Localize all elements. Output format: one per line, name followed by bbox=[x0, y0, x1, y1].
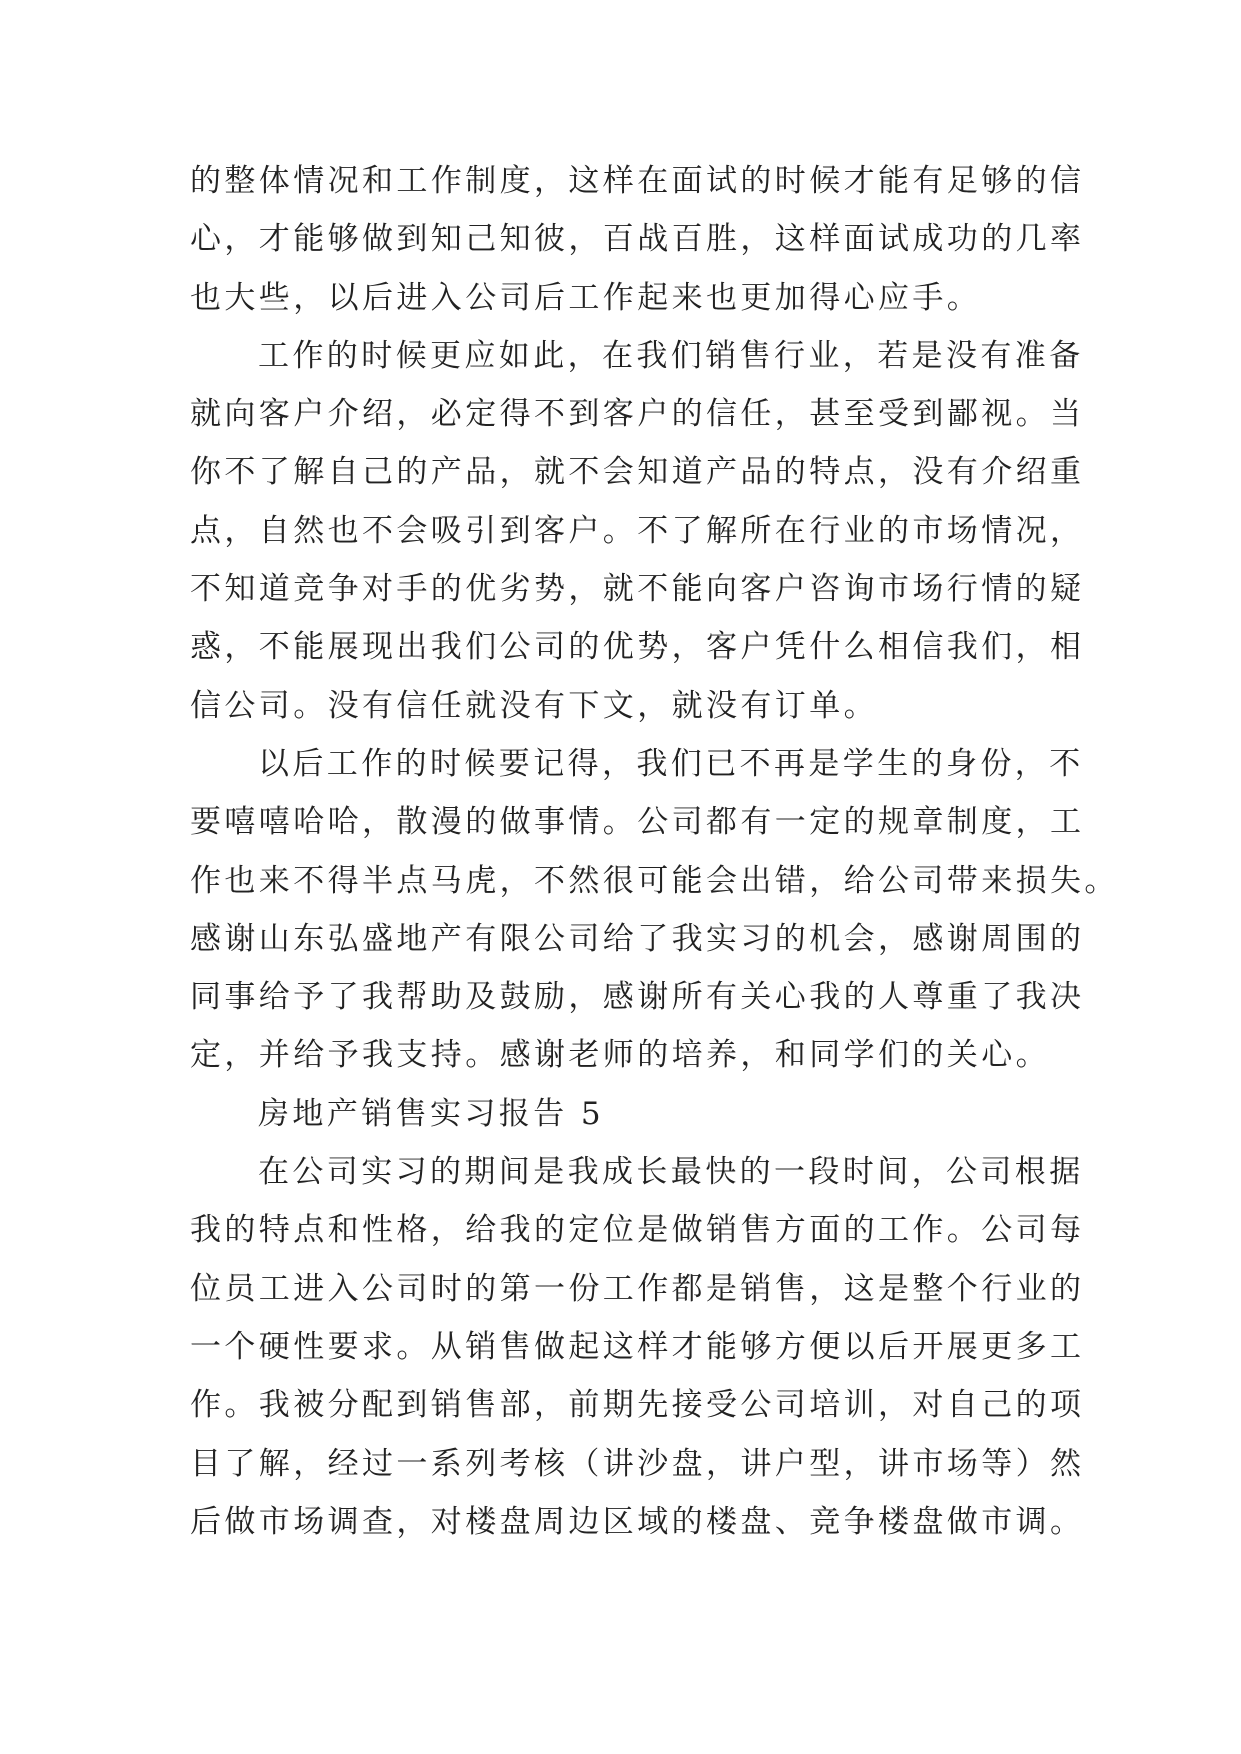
text-line: 定，并给予我支持。感谢老师的培养，和同学们的关心。 bbox=[190, 1037, 1050, 1074]
text-line: 后做市场调查，对楼盘周边区域的楼盘、竞争楼盘做市调。 bbox=[190, 1503, 1085, 1540]
text-line: 点，自然也不会吸引到客户。不了解所在行业的市场情况， bbox=[190, 512, 1085, 549]
text-line: 感谢山东弘盛地产有限公司给了我实习的机会，感谢周围的 bbox=[190, 920, 1085, 957]
text-line: 也大些，以后进入公司后工作起来也更加得心应手。 bbox=[190, 279, 982, 316]
text-line: 就向客户介绍，必定得不到客户的信任，甚至受到鄙视。当 bbox=[190, 396, 1085, 433]
text-line: 信公司。没有信任就没有下文，就没有订单。 bbox=[190, 687, 878, 724]
text-line: 你不了解自己的产品，就不会知道产品的特点，没有介绍重 bbox=[190, 454, 1085, 491]
text-line: 同事给予了我帮助及鼓励，感谢所有关心我的人尊重了我决 bbox=[190, 979, 1085, 1016]
section-heading: 房地产销售实习报告 5 bbox=[258, 1095, 604, 1132]
document-body bbox=[190, 152, 1119, 1551]
text-line: 不知道竞争对手的优劣势，就不能向客户咨询市场行情的疑 bbox=[190, 571, 1085, 608]
text-line: 心，才能够做到知己知彼，百战百胜，这样面试成功的几率 bbox=[190, 221, 1085, 258]
text-line: 作也来不得半点马虎，不然很可能会出错，给公司带来损失。 bbox=[190, 862, 1119, 899]
text-line: 作。我被分配到销售部，前期先接受公司培训，对自己的项 bbox=[190, 1387, 1085, 1424]
paragraph-start-line: 在公司实习的期间是我成长最快的一段时间，公司根据 bbox=[258, 1154, 1084, 1191]
paragraph-start-line: 以后工作的时候要记得，我们已不再是学生的身份，不 bbox=[258, 745, 1084, 782]
text-line: 目了解，经过一系列考核（讲沙盘，讲户型，讲市场等）然 bbox=[190, 1445, 1085, 1482]
text-line: 一个硬性要求。从销售做起这样才能够方便以后开展更多工 bbox=[190, 1328, 1085, 1365]
text-line: 惑，不能展现出我们公司的优势，客户凭什么相信我们，相 bbox=[190, 629, 1085, 666]
text-line: 位员工进入公司时的第一份工作都是销售，这是整个行业的 bbox=[190, 1270, 1085, 1307]
text-line: 的整体情况和工作制度，这样在面试的时候才能有足够的信 bbox=[190, 163, 1085, 199]
text-line: 我的特点和性格，给我的定位是做销售方面的工作。公司每 bbox=[190, 1212, 1085, 1249]
paragraph-start-line: 工作的时候更应如此，在我们销售行业，若是没有准备 bbox=[258, 337, 1084, 374]
text-line: 要嘻嘻哈哈，散漫的做事情。公司都有一定的规章制度，工 bbox=[190, 804, 1085, 841]
